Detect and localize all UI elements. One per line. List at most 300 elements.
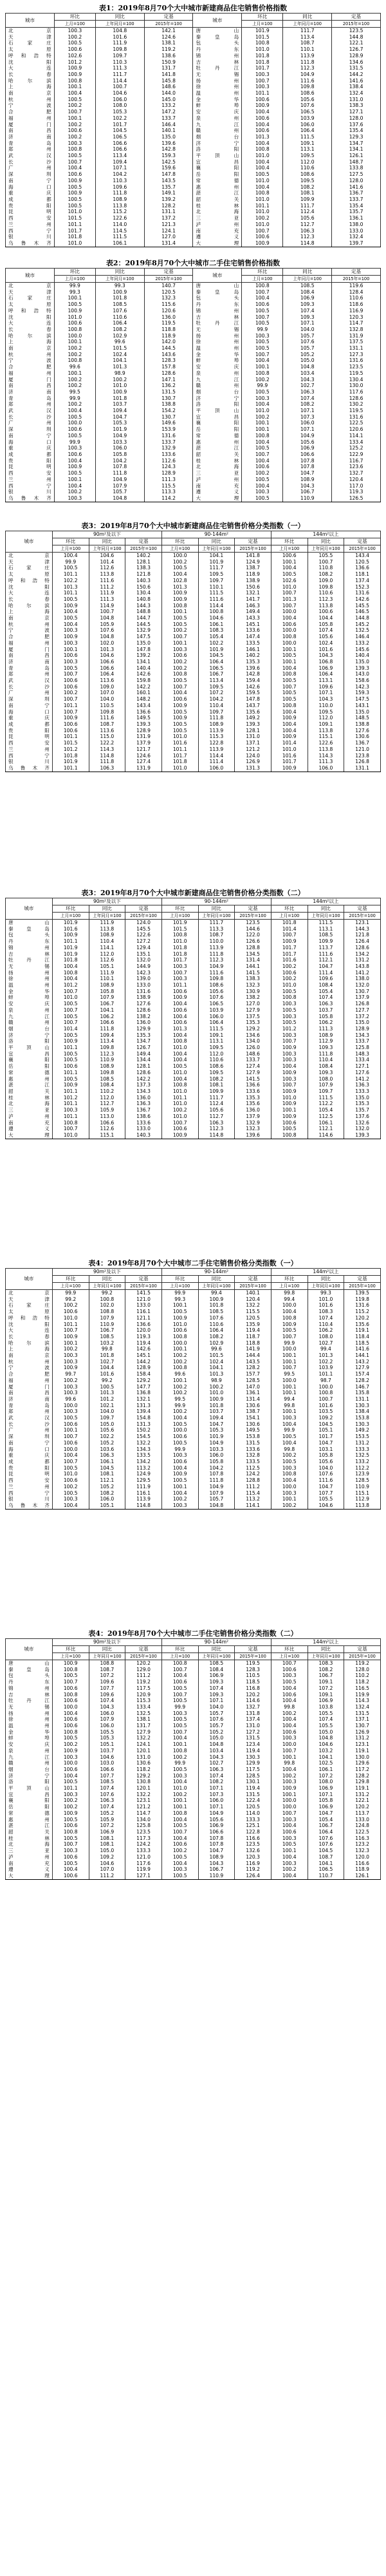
- index-value: 127.9: [235, 1007, 271, 1014]
- index-value: 100.3: [271, 1076, 308, 1083]
- index-value: 147.1: [144, 377, 193, 383]
- city-name: 扬 州: [6, 1710, 53, 1717]
- index-value: 111.4: [198, 759, 235, 765]
- table-row: [6, 1365, 381, 1371]
- table-row: [6, 590, 381, 596]
- index-value: 106.4: [308, 1829, 344, 1835]
- yoy-header: 同比: [198, 538, 235, 545]
- index-value: 100.4: [52, 1452, 89, 1459]
- index-value: 101.9: [52, 759, 89, 765]
- index-value: 108.2: [198, 1334, 235, 1340]
- index-value: 130.7: [344, 989, 381, 995]
- index-value: 136.6: [125, 709, 162, 715]
- index-value: 109.5: [198, 684, 235, 690]
- index-table: [5, 1268, 381, 1510]
- index-value: 104.9: [198, 1810, 235, 1817]
- fixed_base-header: 2015年=100: [235, 913, 271, 920]
- index-value: 100.9: [54, 308, 95, 314]
- index-value: 100.5: [161, 721, 198, 728]
- index-value: 100.2: [161, 1384, 198, 1390]
- index-value: 100.5: [271, 1841, 308, 1848]
- table-row: [6, 420, 381, 426]
- index-value: 100.6: [52, 721, 89, 728]
- index-value: 100.3: [52, 1754, 89, 1761]
- index-value: 101.0: [52, 1471, 89, 1477]
- index-value: 137.6: [332, 122, 381, 128]
- index-value: 100.9: [95, 389, 144, 395]
- index-value: 139.6: [235, 1132, 271, 1139]
- index-value: 100.5: [161, 1440, 198, 1446]
- index-value: 100.2: [54, 34, 95, 41]
- table-row: [6, 1735, 381, 1741]
- header-row: [6, 538, 381, 545]
- index-value: 100.9: [271, 734, 308, 740]
- index-value: 138.8: [144, 401, 193, 408]
- index-value: 101.8: [52, 957, 89, 963]
- index-value: 128.4: [332, 289, 381, 296]
- index-value: 100.6: [242, 301, 283, 308]
- fixed-header: 定基: [344, 905, 381, 913]
- index-value: 105.4: [308, 1107, 344, 1113]
- table-row: [6, 320, 381, 327]
- index-value: 100.6: [161, 1434, 198, 1440]
- city-name: 石家庄: [6, 295, 55, 301]
- city-name: 昆 明: [6, 209, 55, 215]
- city-name: 岳 阳: [193, 171, 242, 178]
- index-value: 100.5: [161, 1477, 198, 1484]
- index-value: 112.1: [308, 957, 344, 963]
- city-name: 青 岛: [6, 140, 55, 147]
- index-value: 100.8: [161, 671, 198, 677]
- index-value: 100.1: [271, 559, 308, 565]
- index-value: 104.5: [308, 1421, 344, 1428]
- index-value: 100.5: [54, 203, 95, 209]
- index-value: 101.5: [161, 926, 198, 933]
- city-name: 北 京: [6, 283, 55, 289]
- city-name: 大 理: [6, 1873, 53, 1879]
- index-value: 100.9: [161, 596, 198, 603]
- size-group-header: 144m²以上: [271, 531, 380, 538]
- index-value: 100.5: [52, 665, 89, 672]
- index-value: 113.2: [125, 1465, 162, 1472]
- index-value: 138.4: [332, 84, 381, 90]
- index-value: 158.6: [344, 677, 381, 684]
- city-name: 泉 州: [193, 370, 242, 377]
- index-value: 108.0: [308, 1076, 344, 1083]
- index-value: 108.7: [283, 40, 332, 46]
- city-header: 城市: [6, 14, 55, 28]
- index-value: 101.0: [271, 1095, 308, 1101]
- city-name: 济 宁: [6, 1773, 53, 1779]
- index-value: 100.8: [161, 1334, 198, 1340]
- index-value: 127.9: [344, 1365, 381, 1371]
- city-name: 南 宁: [6, 178, 55, 184]
- index-value: 144.4: [235, 1352, 271, 1359]
- city-name: 泉 州: [6, 1748, 53, 1754]
- index-value: 100.8: [52, 1829, 89, 1835]
- city-name: 金 华: [6, 1729, 53, 1736]
- index-value: 100.2: [271, 1866, 308, 1873]
- city-name: 海 口: [6, 709, 53, 715]
- city-name: 哈尔滨: [6, 603, 53, 609]
- index-value: 105.9: [89, 1817, 125, 1823]
- table-row: [6, 690, 381, 696]
- table-row: [6, 1829, 381, 1835]
- index-value: 100.6: [242, 97, 283, 103]
- index-value: 100.4: [161, 1779, 198, 1785]
- index-value: 104.9: [95, 477, 144, 483]
- index-value: 100.9: [52, 1660, 89, 1667]
- city-name: 南 昌: [6, 1390, 53, 1396]
- index-value: 114.0: [235, 1810, 271, 1817]
- index-value: 142.3: [344, 684, 381, 690]
- table-row: [6, 146, 381, 153]
- index-value: 100.6: [52, 1063, 89, 1070]
- index-value: 108.5: [308, 932, 344, 938]
- index-value: 100.6: [52, 1685, 89, 1692]
- index-value: 100.7: [52, 1841, 89, 1848]
- index-value: 136.1: [332, 215, 381, 222]
- index-value: 108.4: [198, 1667, 235, 1673]
- index-value: 136.6: [235, 1082, 271, 1088]
- table-row: [6, 1063, 381, 1070]
- index-value: 100.7: [95, 84, 144, 90]
- index-value: 137.9: [344, 994, 381, 1001]
- index-value: 158.4: [125, 1371, 162, 1378]
- index-value: 124.3: [144, 464, 193, 470]
- index-value: 128.6: [125, 1070, 162, 1076]
- table-row: [6, 1698, 381, 1704]
- index-value: 100.7: [161, 1120, 198, 1126]
- city-name: 湛 江: [193, 445, 242, 451]
- index-value: 100.4: [271, 709, 308, 715]
- index-value: 107.1: [283, 426, 332, 433]
- fixed_base-header: 2015年=100: [332, 276, 381, 283]
- mom-header: 环比: [242, 269, 283, 276]
- index-value: 116.8: [235, 1685, 271, 1692]
- index-value: 101.0: [242, 222, 283, 228]
- index-value: 110.6: [95, 314, 144, 321]
- index-value: 126.9: [344, 1729, 381, 1736]
- index-value: 104.8: [89, 615, 125, 621]
- table-row: [6, 439, 381, 446]
- table-row: [6, 1848, 381, 1854]
- index-value: 102.0: [89, 640, 125, 647]
- index-value: 107.7: [89, 1685, 125, 1692]
- index-value: 105.4: [308, 989, 344, 995]
- yoy-header: 同比: [89, 905, 125, 913]
- index-value: 124.6: [144, 34, 193, 41]
- index-value: 106.4: [198, 659, 235, 665]
- index-value: 107.2: [308, 1685, 344, 1692]
- index-value: 132.2: [125, 1735, 162, 1741]
- city-name: 宁 波: [6, 627, 53, 634]
- index-value: 131.7: [125, 1723, 162, 1729]
- city-name: 大 连: [6, 590, 53, 596]
- index-value: 113.8: [308, 746, 344, 753]
- city-header: 城市: [6, 269, 55, 283]
- index-value: 128.9: [332, 53, 381, 59]
- table-row: [6, 234, 381, 240]
- city-name: 石家庄: [6, 565, 53, 571]
- city-name: 宜 昌: [6, 1051, 53, 1057]
- yoy-header: 同比: [308, 538, 344, 545]
- mom-header: 环比: [161, 1646, 198, 1653]
- index-value: 100.6: [54, 128, 95, 134]
- index-value: 148.8: [125, 609, 162, 615]
- index-value: 102.2: [89, 1434, 125, 1440]
- table-row: [6, 740, 381, 746]
- index-value: 105.8: [308, 1797, 344, 1804]
- index-value: 101.0: [52, 1315, 89, 1321]
- mom_base-header: 上月=100: [161, 545, 198, 553]
- index-value: 105.2: [89, 1440, 125, 1446]
- index-value: 100.5: [161, 1723, 198, 1729]
- index-value: 120.2: [344, 1804, 381, 1810]
- index-value: 127.4: [235, 1063, 271, 1070]
- index-value: 112.2: [308, 1101, 344, 1107]
- index-value: 102.2: [198, 640, 235, 647]
- mom-header: 环比: [161, 538, 198, 545]
- index-value: 113.4: [283, 34, 332, 41]
- index-value: 100.8: [161, 603, 198, 609]
- index-value: 104.8: [198, 1502, 235, 1509]
- index-value: 100.1: [52, 647, 89, 653]
- index-value: 100.5: [271, 677, 308, 684]
- index-value: 131.4: [144, 240, 193, 247]
- index-value: 120.5: [235, 1315, 271, 1321]
- index-value: 126.4: [344, 938, 381, 945]
- mom_base-header: 上月=100: [271, 1653, 308, 1660]
- index-value: 100.5: [271, 1126, 308, 1132]
- index-value: 132.5: [344, 1452, 381, 1459]
- index-value: 101.9: [95, 426, 144, 433]
- index-value: 131.7: [144, 65, 193, 71]
- header-row: [6, 1646, 381, 1653]
- fixed-header: 定基: [344, 1646, 381, 1653]
- index-value: 100.6: [52, 1716, 89, 1723]
- index-value: 106.9: [283, 295, 332, 301]
- index-value: 115.5: [144, 483, 193, 489]
- city-name: 温 州: [6, 982, 53, 989]
- index-value: 113.1: [308, 926, 344, 933]
- city-name: 贵 阳: [6, 1465, 53, 1472]
- index-value: 105.4: [308, 1817, 344, 1823]
- city-name: 温 州: [193, 90, 242, 97]
- table-row: [6, 1477, 381, 1484]
- index-value: 119.9: [125, 1866, 162, 1873]
- index-value: 100.3: [161, 976, 198, 982]
- yoy-header: 同比: [198, 1646, 235, 1653]
- yoy_base-header: 上年同月=100: [283, 21, 332, 28]
- index-value: 101.1: [242, 203, 283, 209]
- index-value: 100.3: [52, 1408, 89, 1415]
- index-value: 106.9: [308, 1698, 344, 1704]
- city-name: 重 庆: [6, 445, 55, 451]
- index-value: 140.1: [144, 128, 193, 134]
- index-value: 100.7: [161, 1692, 198, 1698]
- index-value: 107.8: [283, 464, 332, 470]
- index-value: 100.7: [161, 1829, 198, 1835]
- size-group-header: 90-144m²: [161, 898, 271, 905]
- table-row: [6, 470, 381, 477]
- table-row: [6, 84, 381, 90]
- index-value: 109.7: [198, 709, 235, 715]
- table-row: [6, 1716, 381, 1723]
- table-row: [6, 1107, 381, 1113]
- city-name: 长 春: [6, 596, 53, 603]
- table-row: [6, 1371, 381, 1378]
- index-value: 100.7: [271, 1810, 308, 1817]
- index-value: 100.0: [308, 1384, 344, 1390]
- index-value: 100.2: [54, 377, 95, 383]
- index-value: 101.0: [54, 314, 95, 321]
- city-name: 合 肥: [6, 1371, 53, 1378]
- index-value: 100.6: [242, 234, 283, 240]
- index-value: 133.5: [235, 640, 271, 647]
- table-row: [6, 1459, 381, 1465]
- index-value: 102.2: [308, 1359, 344, 1365]
- index-value: 100.2: [52, 1346, 89, 1352]
- index-value: 119.3: [332, 489, 381, 495]
- table-row: [6, 1082, 381, 1088]
- index-value: 101.0: [161, 938, 198, 945]
- index-value: 118.5: [344, 1340, 381, 1347]
- index-value: 101.6: [89, 1371, 125, 1378]
- city-name: 南 昌: [6, 128, 55, 134]
- index-value: 135.6: [235, 1101, 271, 1107]
- index-value: 132.6: [344, 1120, 381, 1126]
- index-value: 108.6: [198, 982, 235, 989]
- index-value: 100.0: [52, 1446, 89, 1453]
- table-row: [6, 1773, 381, 1779]
- index-value: 100.3: [52, 1107, 89, 1113]
- index-value: 139.6: [144, 140, 193, 147]
- city-name: 平顶山: [193, 408, 242, 414]
- index-value: 104.6: [95, 90, 144, 97]
- index-value: 114.1: [235, 1502, 271, 1509]
- city-name: 锦 州: [6, 945, 53, 951]
- index-value: 128.1: [235, 728, 271, 734]
- index-value: 100.2: [161, 1408, 198, 1415]
- index-value: 106.0: [198, 765, 235, 772]
- index-value: 106.8: [308, 659, 344, 665]
- index-value: 108.8: [89, 1309, 125, 1315]
- index-value: 123.5: [332, 364, 381, 370]
- index-value: 148.3: [344, 1051, 381, 1057]
- index-value: 123.4: [235, 1741, 271, 1748]
- index-value: 109.4: [198, 1415, 235, 1421]
- index-value: 100.9: [52, 634, 89, 640]
- index-value: 109.5: [198, 1045, 235, 1051]
- index-value: 101.0: [308, 1296, 344, 1303]
- index-value: 100.5: [161, 1873, 198, 1879]
- mom_base-header: 上月=100: [161, 1283, 198, 1290]
- table-row: [6, 28, 381, 34]
- index-value: 113.9: [283, 53, 332, 59]
- index-value: 132.0: [344, 1126, 381, 1132]
- index-value: 134.6: [235, 1032, 271, 1039]
- index-value: 132.1: [125, 1396, 162, 1403]
- city-name: 赣 州: [6, 1019, 53, 1026]
- index-value: 109.8: [89, 1070, 125, 1076]
- index-value: 100.5: [161, 1766, 198, 1773]
- index-value: 109.8: [308, 584, 344, 591]
- city-name: 重 庆: [6, 715, 53, 721]
- index-value: 118.8: [144, 327, 193, 333]
- index-value: 107.3: [283, 414, 332, 421]
- index-value: 100.7: [52, 671, 89, 677]
- index-value: 112.3: [198, 957, 235, 963]
- index-value: 100.4: [54, 458, 95, 464]
- index-value: 136.0: [125, 1095, 162, 1101]
- index-value: 147.8: [125, 647, 162, 653]
- city-name: 北 海: [193, 464, 242, 470]
- city-name: 锦 州: [193, 308, 242, 314]
- index-value: 143.4: [344, 553, 381, 559]
- index-value: 134.3: [344, 1032, 381, 1039]
- table-row: [6, 615, 381, 621]
- index-value: 132.9: [125, 627, 162, 634]
- index-value: 112.0: [308, 715, 344, 721]
- index-value: 119.5: [235, 1660, 271, 1667]
- city-name: 乌鲁木齐: [6, 765, 53, 772]
- index-value: 119.4: [235, 1327, 271, 1334]
- table-title: 表3：2019年8月70个大中城市新建商品住宅销售价格分类指数（二）: [81, 889, 305, 897]
- index-value: 100.0: [52, 1403, 89, 1409]
- index-value: 133.6: [125, 1120, 162, 1126]
- index-value: 99.5: [161, 1396, 198, 1403]
- index-value: 114.3: [344, 1698, 381, 1704]
- index-value: 100.7: [161, 970, 198, 976]
- table-row: [6, 926, 381, 933]
- index-value: 107.4: [89, 1698, 125, 1704]
- index-value: 133.2: [344, 640, 381, 647]
- index-value: 111.8: [198, 1477, 235, 1484]
- index-value: 103.4: [283, 370, 332, 377]
- index-value: 100.8: [271, 634, 308, 640]
- city-name: 吉 林: [193, 314, 242, 321]
- index-value: 150.6: [125, 584, 162, 591]
- city-name: 济 南: [6, 134, 55, 140]
- index-value: 100.1: [271, 1792, 308, 1798]
- index-value: 100.4: [271, 1685, 308, 1692]
- index-value: 142.0: [144, 339, 193, 345]
- table-row: [6, 1315, 381, 1321]
- index-value: 100.6: [161, 652, 198, 659]
- city-name: 北 京: [6, 553, 53, 559]
- index-value: 109.9: [198, 1088, 235, 1095]
- index-value: 100.5: [161, 621, 198, 628]
- index-value: 100.3: [52, 1792, 89, 1798]
- index-value: 100.5: [54, 153, 95, 159]
- index-value: 100.2: [52, 1741, 89, 1748]
- index-value: 100.5: [161, 677, 198, 684]
- index-value: 101.0: [161, 1088, 198, 1095]
- index-value: 101.0: [95, 383, 144, 389]
- index-value: 100.3: [54, 140, 95, 147]
- index-value: 134.1: [332, 146, 381, 153]
- index-value: 104.3: [198, 1861, 235, 1867]
- index-value: 146.5: [344, 609, 381, 615]
- city-name: 包 头: [6, 1672, 53, 1679]
- table-row: [6, 621, 381, 628]
- index-value: 132.7: [332, 470, 381, 477]
- table-row: [6, 1660, 381, 1667]
- index-value: 136.0: [144, 314, 193, 321]
- index-value: 130.1: [235, 1779, 271, 1785]
- yoy-header: 同比: [198, 1276, 235, 1283]
